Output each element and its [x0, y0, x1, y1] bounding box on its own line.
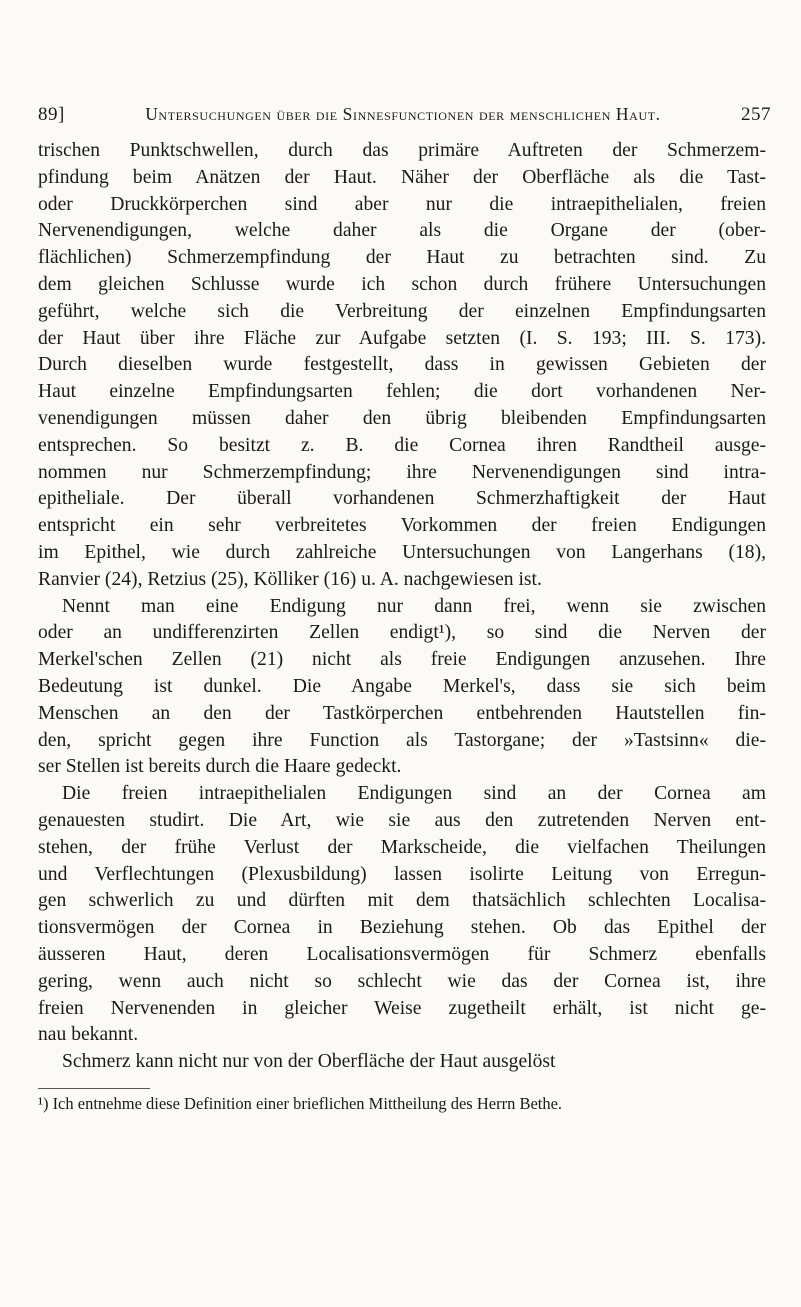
text-line: tionsvermögen der Cornea in Beziehung stehen. Ob das Epithel der: [38, 917, 766, 939]
text-line: stehen, der frühe Verlust der Markscheide, die vielfachen Theilungen: [38, 836, 766, 858]
text-line: trischen Punktschwellen, durch das primäre Auftreten der Schmerzem-: [38, 140, 766, 161]
text-line: pfindung beim Anätzen der Haut. Näher der Oberfläche als die Tast-: [38, 166, 766, 188]
text-line: Ranvier (24), Retzius (25), Kölliker (16) u. A. nachgewiesen ist.: [38, 568, 542, 590]
text-line: Haut einzelne Empfindungsarten fehlen; die dort vorhandenen Ner-: [38, 381, 766, 403]
footnote: ¹) Ich entnehme diese Definition einer brieflichen Mittheilung des Herrn Bethe.: [38, 1094, 563, 1113]
text-line: der Haut über ihre Fläche zur Aufgabe setzten (I. S. 193; III. S. 173).: [38, 327, 766, 349]
text-line: nommen nur Schmerzempfindung; ihre Nervenendigungen sind intra-: [38, 461, 766, 483]
text-line: flächlichen) Schmerzempfindung der Haut zu betrachten sind. Zu: [38, 247, 766, 269]
text-line: freien Nervenenden in gleicher Weise zugetheilt erhält, ist nicht ge-: [38, 997, 766, 1019]
text-line: epitheliale. Der überall vorhandenen Schmerzhaftigkeit der Haut: [38, 488, 766, 510]
footnote-divider: [38, 1088, 150, 1089]
text-line: Menschen an den der Tastkörperchen entbehrenden Hautstellen fin-: [38, 702, 766, 724]
text-line: Nervenendigungen, welche daher als die Organe der (ober-: [38, 220, 766, 242]
text-line: venendigungen müssen daher den übrig bleibenden Empfindungsarten: [38, 407, 766, 429]
text-line: nau bekannt.: [38, 1024, 139, 1046]
running-header: [38, 104, 771, 126]
text-line: oder Druckkörperchen sind aber nur die intraepithelialen, freien: [38, 193, 766, 215]
body-text: [38, 138, 766, 1076]
text-line: im Epithel, wie durch zahlreiche Untersuchungen von Langerhans (18),: [38, 541, 766, 563]
text-line: Bedeutung ist dunkel. Die Angabe Merkel's, dass sie sich beim: [38, 675, 766, 697]
text-line: Nennt man eine Endigung nur dann frei, wenn sie zwischen: [62, 595, 766, 617]
text-line: äusseren Haut, deren Localisationsvermögen für Schmerz ebenfalls: [38, 943, 766, 965]
text-line: dem gleichen Schlusse wurde ich schon durch frühere Untersuchungen: [38, 273, 766, 295]
text-line: ser Stellen ist bereits durch die Haare gedeckt.: [38, 756, 402, 778]
text-line: oder an undifferenzirten Zellen endigt¹), so sind die Nerven der: [38, 622, 766, 644]
text-line: Durch dieselben wurde festgestellt, dass in gewissen Gebieten der: [38, 354, 766, 376]
text-line: genauesten studirt. Die Art, wie sie aus den zutretenden Nerven ent-: [38, 809, 766, 831]
text-line: den, spricht gegen ihre Function als Tastorgane; der »Tastsinn« die-: [38, 729, 766, 751]
text-line: Die freien intraepithelialen Endigungen sind an der Cornea am: [62, 783, 766, 805]
text-line: gering, wenn auch nicht so schlecht wie das der Cornea ist, ihre: [38, 970, 766, 992]
header-page-ref: 89]: [38, 104, 65, 125]
text-line: Schmerz kann nicht nur von der Oberfläche der Haut ausgelöst: [62, 1051, 556, 1073]
text-line: entsprechen. So besitzt z. B. die Cornea ihren Randtheil ausge-: [38, 434, 766, 456]
text-line: entspricht ein sehr verbreitetes Vorkommen der freien Endigungen: [38, 515, 766, 537]
text-line: geführt, welche sich die Verbreitung der einzelnen Empfindungsarten: [38, 300, 766, 322]
header-title: Untersuchungen über die Sinnesfunctionen der menschlichen Haut.: [145, 104, 661, 124]
text-line: und Verflechtungen (Plexusbildung) lassen isolirte Leitung von Erregun-: [38, 863, 766, 885]
page-number: 257: [740, 104, 771, 125]
text-line: Merkel'schen Zellen (21) nicht als freie Endigungen anzusehen. Ihre: [38, 649, 766, 671]
text-line: gen schwerlich zu und dürften mit dem thatsächlich schlechten Localisa-: [38, 890, 766, 912]
